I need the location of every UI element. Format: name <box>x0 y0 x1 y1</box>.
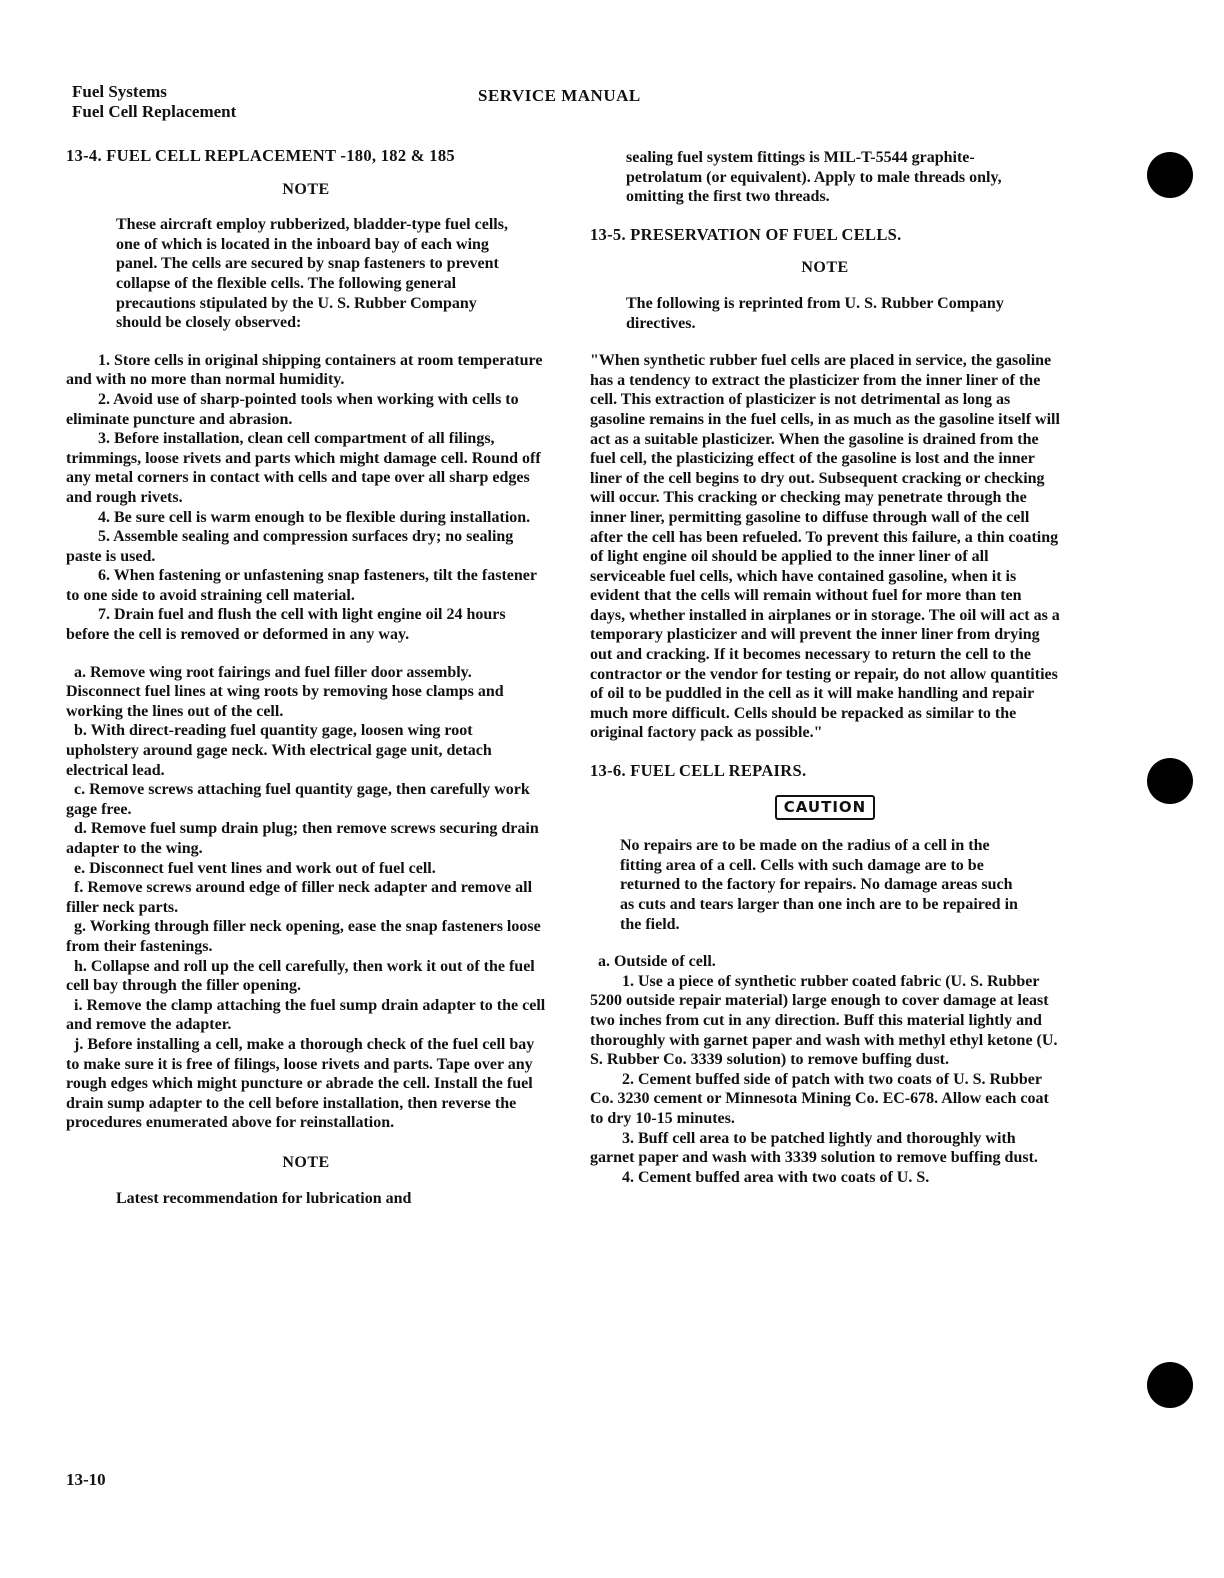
note-label-3: NOTE <box>801 259 849 277</box>
page-number: 13-10 <box>66 1470 106 1489</box>
procedure-step: h. Collapse and roll up the cell carefully, then work it out of the fuel cell bay through the filler opening. <box>66 957 535 995</box>
binder-hole <box>1147 152 1193 198</box>
precaution-item: 1. Store cells in original shipping containers at room temperature and with no more than normal humidity. <box>66 351 543 389</box>
page-header-left <box>72 82 236 122</box>
procedure-step: f. Remove screws around edge of filler neck adapter and remove all filler neck parts. <box>66 879 533 916</box>
note-label: NOTE <box>282 180 330 198</box>
left-column <box>66 146 546 1208</box>
precaution-item: 4. Be sure cell is warm enough to be flexible during installation. <box>98 508 531 526</box>
header-subsection: Fuel Cell Replacement <box>72 102 237 121</box>
section-title-13-4: 13-4. FUEL CELL REPLACEMENT -180, 182 & 185 <box>66 146 455 165</box>
procedure-step: b. With direct-reading fuel quantity gage, loosen wing root upholstery around gage neck. With electrical gage unit, detach electrical lead. <box>66 722 492 779</box>
precaution-item: 5. Assemble sealing and compression surfaces dry; no sealing paste is used. <box>66 528 514 565</box>
binder-hole <box>1147 758 1193 804</box>
note-text: These aircraft employ rubberized, bladder-type fuel cells, one of which is located in the inboard bay of each wing panel. The cells are secured by snap fasteners to prevent collapse of the flexible cells. The following general precautions stipulated by the U. S. Rubber Company should be closely observed: <box>116 216 508 332</box>
caution-badge: CAUTION <box>775 795 875 821</box>
note-label-2: NOTE <box>282 1153 330 1171</box>
procedure-step: a. Remove wing root fairings and fuel filler door assembly. Disconnect fuel lines at wing roots by removing hose clamps and working the lines out of the cell. <box>66 663 504 720</box>
section-title-13-6: 13-6. FUEL CELL REPAIRS. <box>590 761 807 781</box>
procedure-step: c. Remove screws attaching fuel quantity gage, then carefully work gage free. <box>66 781 530 818</box>
procedure-step: d. Remove fuel sump drain plug; then remove screws securing drain adapter to the wing. <box>66 820 539 857</box>
precaution-item: 6. When fastening or unfastening snap fasteners, tilt the fastener to one side to avoid straining cell material. <box>66 567 537 604</box>
caution-text: No repairs are to be made on the radius of a cell in the fitting area of a cell. Cells with such damage are to be returned to the factory for repairs. No damage areas such as cuts and tears larger than one inch are to be repaired in the field. <box>620 837 1018 933</box>
precaution-item: 2. Avoid use of sharp-pointed tools when working with cells to eliminate puncture and abrasion. <box>66 390 519 428</box>
repair-step: 3. Buff cell area to be patched lightly and thoroughly with garnet paper and wash with 3339 solution to remove buffing dust. <box>590 1129 1038 1167</box>
precaution-item: 3. Before installation, clean cell compartment of all filings, trimmings, loose rivets and parts which might damage cell. Round off any metal corners in contact with cells and tape over all sharp edges and rough rivets. <box>66 430 541 506</box>
procedure-step: j. Before installing a cell, make a thorough check of the fuel cell bay to make sure it is free of filings, loose rivets and parts. Tape over any rough edges which might puncture or abrade the cell. Install the fuel drain sump adapter to the cell before installation, then reverse the procedures enumerated above for reinstallation. <box>66 1035 535 1132</box>
note-text-3: The following is reprinted from U. S. Rubber Company directives. <box>626 294 1004 332</box>
subsection-outside-of-cell: a. Outside of cell. <box>598 953 716 971</box>
header-section: Fuel Systems <box>72 82 167 101</box>
repair-step: 2. Cement buffed side of patch with two coats of U. S. Rubber Co. 3230 cement or Minnesota Mining Co. EC-678. Allow each coat to dry 10-15 minutes. <box>590 1070 1049 1127</box>
section-title-13-5: 13-5. PRESERVATION OF FUEL CELLS. <box>590 224 902 244</box>
procedure-step: i. Remove the clamp attaching the fuel sump drain adapter to the cell and remove the adapter. <box>66 996 546 1034</box>
note-continued-text: sealing fuel system fittings is MIL-T-5544 graphite-petrolatum (or equivalent). Apply to male threads only, omitting the first two threads. <box>626 149 1002 206</box>
right-column <box>590 148 1060 1187</box>
procedure-step: g. Working through filler neck opening, ease the snap fasteners loose from their fastenings. <box>66 918 541 955</box>
precaution-item: 7. Drain fuel and flush the cell with light engine oil 24 hours before the cell is removed or deformed in any way. <box>66 606 506 644</box>
repair-step: 4. Cement buffed area with two coats of U. S. <box>622 1168 930 1186</box>
binder-hole <box>1147 1362 1193 1408</box>
note-text-2: Latest recommendation for lubrication and <box>116 1189 412 1207</box>
header-manual-title: SERVICE MANUAL <box>478 86 641 105</box>
procedure-step: e. Disconnect fuel vent lines and work out of fuel cell. <box>74 859 436 877</box>
quoted-directive: "When synthetic rubber fuel cells are placed in service, the gasoline has a tendency to extract the plasticizer from the inner liner of the cell. This extraction of plasticizer is not detrimental as long as gasoline remains in the fuel cells, in as much as the gasoline itself will act as a suitable plasticizer. When the gasoline is drained from the fuel cell, the plasticizing effect of the gasoline is lost and the inner liner of the cell begins to dry out. Subsequent cracking or checking will occur. This cracking or checking may penetrate through the inner liner, permitting gasoline to diffuse through wall of the cell after the cell has been refueled. To prevent this failure, a thin coating of light engine oil should be applied to the inner liner of all serviceable fuel cells, which have contained gasoline, when it is evident that the cells will remain without fuel for more than ten days, whether installed in airplanes or in storage. The oil will act as a temporary plasticizer and will prevent the inner liner from drying out and cracking. If it becomes necessary to return the cell to the contractor or the vendor for testing or repair, do not allow quantities of oil to be puddled in the cell as it will make handling and repair much more difficult. Cells should be repacked as similar to the original factory pack as possible." <box>590 352 1060 742</box>
repair-step: 1. Use a piece of synthetic rubber coated fabric (U. S. Rubber 5200 outside repair material) large enough to cover damage at least two inches from cut in any direction. Buff this material lightly and thoroughly with garnet paper and wash with methyl ethyl ketone (U. S. Rubber Co. 3339 solution) to remove buffing dust. <box>590 972 1058 1069</box>
